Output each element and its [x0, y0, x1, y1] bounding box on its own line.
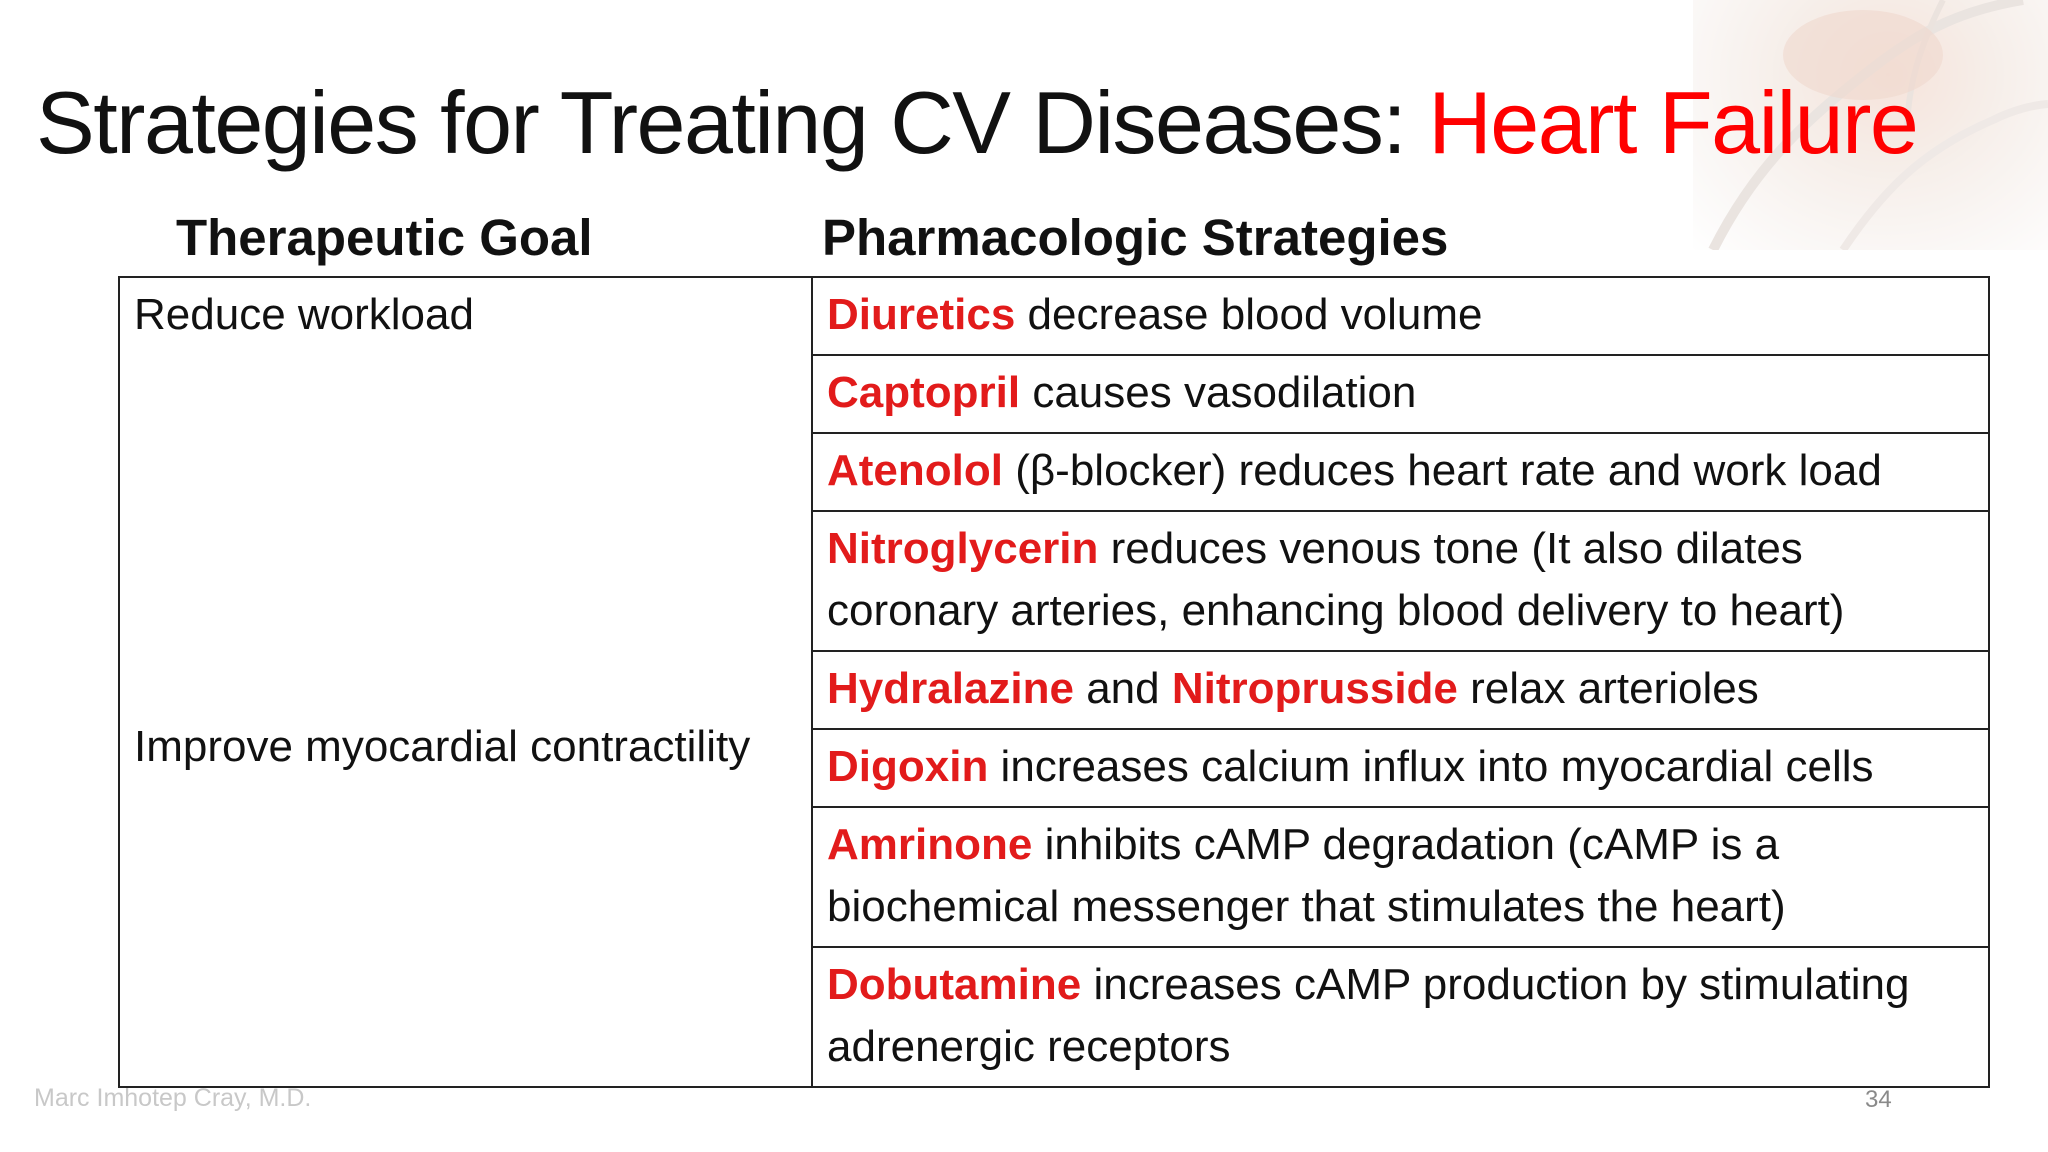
strategy-text: and — [1073, 664, 1172, 713]
strategy-cell — [812, 807, 1989, 947]
strategy-text: inhibits cAMP degradation (cAMP is a biochemical messenger that stimulates the heart) — [827, 820, 1786, 931]
strategy-cell — [812, 947, 1989, 1087]
strategy-table — [118, 276, 1990, 1088]
strategy-cell — [812, 277, 1989, 355]
strategy-cell — [812, 651, 1989, 729]
strategy-column-header: Pharmacologic Strategies — [822, 209, 1449, 266]
strategy-cell — [812, 433, 1989, 511]
drug-name: Captopril — [827, 368, 1021, 417]
strategy-text: causes vasodilation — [1020, 368, 1417, 417]
strategy-text: reduces venous tone (It also dilates coronary arteries, enhancing blood delivery to heart) — [827, 524, 1845, 635]
strategy-cell — [812, 511, 1989, 651]
title-main: Strategies for Treating CV Diseases: — [36, 73, 1429, 172]
drug-name: Nitroglycerin — [827, 524, 1099, 573]
goal-spacer — [134, 346, 797, 716]
goal-column-header: Therapeutic Goal — [176, 209, 593, 266]
title-accent: Heart Failure — [1428, 73, 1918, 172]
drug-name: Diuretics — [827, 290, 1016, 339]
strategy-text-2: relax arterioles — [1457, 664, 1759, 713]
drug-name-2: Nitroprusside — [1171, 664, 1458, 713]
drug-name: Amrinone — [827, 820, 1033, 869]
slide-title — [36, 72, 1917, 174]
page-number: 34 — [1865, 1086, 1892, 1113]
table-row — [119, 277, 1989, 355]
strategy-text: increases calcium influx into myocardial cells — [988, 742, 1874, 791]
drug-name: Hydralazine — [827, 664, 1074, 713]
strategy-text: decrease blood volume — [1015, 290, 1483, 339]
drug-name: Dobutamine — [827, 960, 1082, 1009]
goal-cell — [119, 277, 812, 1087]
goal-reduce-workload: Reduce workload — [134, 290, 474, 339]
goal-improve-contractility: Improve myocardial contractility — [134, 722, 751, 771]
strategy-cell — [812, 729, 1989, 807]
author-footer: Marc Imhotep Cray, M.D. — [34, 1084, 312, 1112]
strategy-text: (β-blocker) reduces heart rate and work load — [1002, 446, 1882, 495]
drug-name: Atenolol — [827, 446, 1003, 495]
strategy-text: increases cAMP production by stimulating adrenergic receptors — [827, 960, 1910, 1071]
drug-name: Digoxin — [827, 742, 989, 791]
strategy-cell — [812, 355, 1989, 433]
